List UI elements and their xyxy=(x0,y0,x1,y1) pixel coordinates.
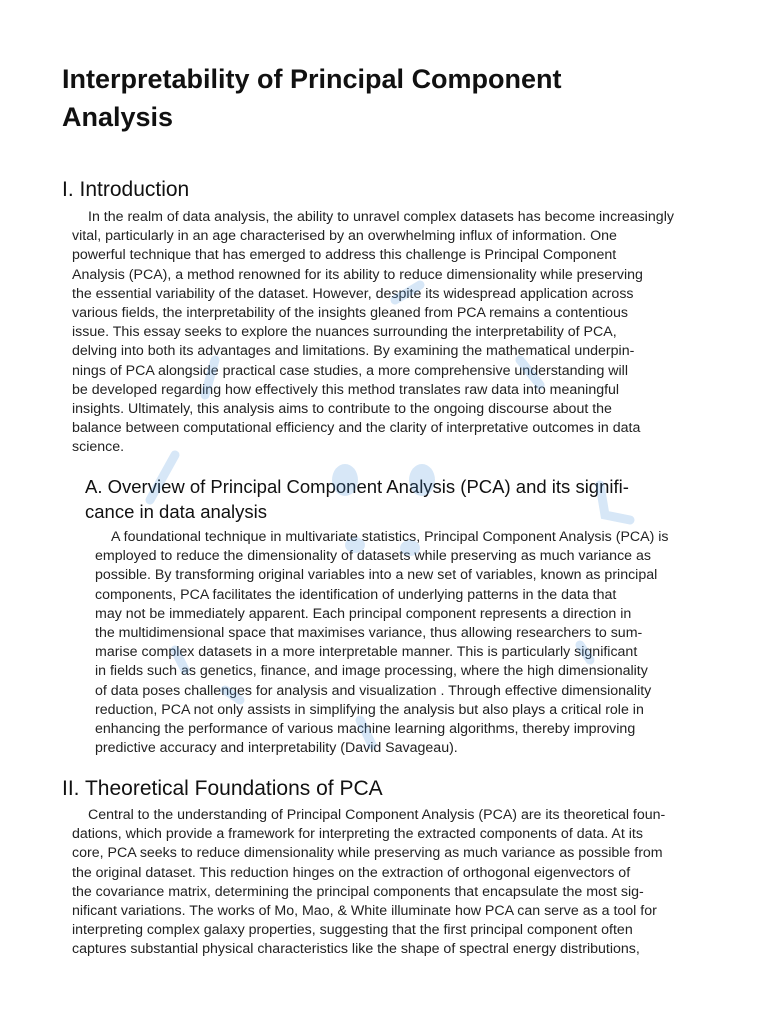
theory-paragraph xyxy=(72,806,712,960)
paragraph-line: of data poses challenges for analysis and visualization . Through effective dimensionality xyxy=(95,682,652,699)
paragraph-line: various fields, the interpretability of the insights gleaned from PCA remains a contentious xyxy=(72,305,628,322)
paragraph-line: nings of PCA alongside practical case studies, a more comprehensive understanding will xyxy=(72,362,628,379)
section-heading-theoretical-foundations: II. Theoretical Foundations of PCA xyxy=(62,777,383,800)
paragraph-line: Analysis (PCA), a method renowned for its ability to reduce dimensionality while preserving xyxy=(72,266,643,283)
paragraph-line: enhancing the performance of various machine learning algorithms, thereby improving xyxy=(95,721,636,738)
paragraph-line: possible. By transforming original variables into a new set of variables, known as principal xyxy=(95,567,658,584)
paragraph-line: employed to reduce the dimensionality of datasets while preserving as much variance as xyxy=(95,548,651,565)
paragraph-line: science. xyxy=(72,439,125,456)
paragraph-line: insights. Ultimately, this analysis aims to contribute to the ongoing discourse about the xyxy=(72,401,612,418)
paragraph-line: interpreting complex galaxy properties, suggesting that the first principal component often xyxy=(72,922,633,939)
overview-paragraph xyxy=(95,528,715,758)
paragraph-line: predictive accuracy and interpretability (David Savageau). xyxy=(95,740,458,757)
paragraph-line: issue. This essay seeks to explore the nuances surrounding the interpretability of PCA, xyxy=(72,324,617,341)
paragraph-line: may not be immediately apparent. Each principal component represents a direction in xyxy=(95,605,632,622)
paragraph-line: nificant variations. The works of Mo, Mao, & White illuminate how PCA can serve as a tool for xyxy=(72,903,657,920)
document-title xyxy=(62,60,702,136)
heading-line: A. Overview of Principal Component Analysis (PCA) and its signifi- xyxy=(85,476,629,497)
paragraph-line: the original dataset. This reduction hinges on the extraction of orthogonal eigenvectors of xyxy=(72,864,631,881)
paragraph-line: in fields such as genetics, finance, and image processing, where the high dimensionality xyxy=(95,663,648,680)
paragraph-line: captures substantial physical characteristics like the shape of spectral energy distributions, xyxy=(72,941,640,958)
paragraph-line: vital, particularly in an age characterised by an overwhelming influx of information. One xyxy=(72,228,617,245)
paragraph-line: balance between computational efficiency and the clarity of interpretative outcomes in data xyxy=(72,420,641,437)
paragraph-line: reduction, PCA not only assists in simplifying the analysis but also plays a critical role in xyxy=(95,701,644,718)
paragraph-line: delving into both its advantages and limitations. By examining the mathematical underpin- xyxy=(72,343,635,360)
paragraph-line: the covariance matrix, determining the principal components that encapsulate the most sig- xyxy=(72,883,644,900)
paragraph-line: marise complex datasets in a more interpretable manner. This is particularly significant xyxy=(95,644,638,661)
paragraph-line: be developed regarding how effectively this method translates raw data into meaningful xyxy=(72,381,620,398)
paragraph-line: components, PCA facilitates the identification of underlying patterns in the data that xyxy=(95,586,617,603)
paragraph-line: A foundational technique in multivariate statistics, Principal Component Analysis (PCA) is xyxy=(111,529,669,545)
paragraph-line: the multidimensional space that maximises variance, thus allowing researchers to sum- xyxy=(95,625,643,642)
heading-line: cance in data analysis xyxy=(85,501,268,522)
paragraph-line: In the realm of data analysis, the ability to unravel complex datasets has become increasingly xyxy=(88,209,674,225)
paragraph-line: core, PCA seeks to reduce dimensionality while preserving as much variance as possible from xyxy=(72,845,663,862)
title-line: Analysis xyxy=(62,102,174,132)
title-line: Interpretability of Principal Component xyxy=(62,64,562,94)
section-heading-introduction: I. Introduction xyxy=(62,178,190,201)
paragraph-line: dations, which provide a framework for interpreting the extracted components of data. At its xyxy=(72,826,643,843)
paragraph-line: Central to the understanding of Principal Component Analysis (PCA) are its theoretical foun- xyxy=(88,807,666,823)
paragraph-line: the essential variability of the dataset. However, despite its widespread application across xyxy=(72,285,634,302)
intro-paragraph xyxy=(72,208,712,458)
subsection-heading-overview xyxy=(85,474,705,524)
paragraph-line: powerful technique that has emerged to address this challenge is Principal Component xyxy=(72,247,617,264)
